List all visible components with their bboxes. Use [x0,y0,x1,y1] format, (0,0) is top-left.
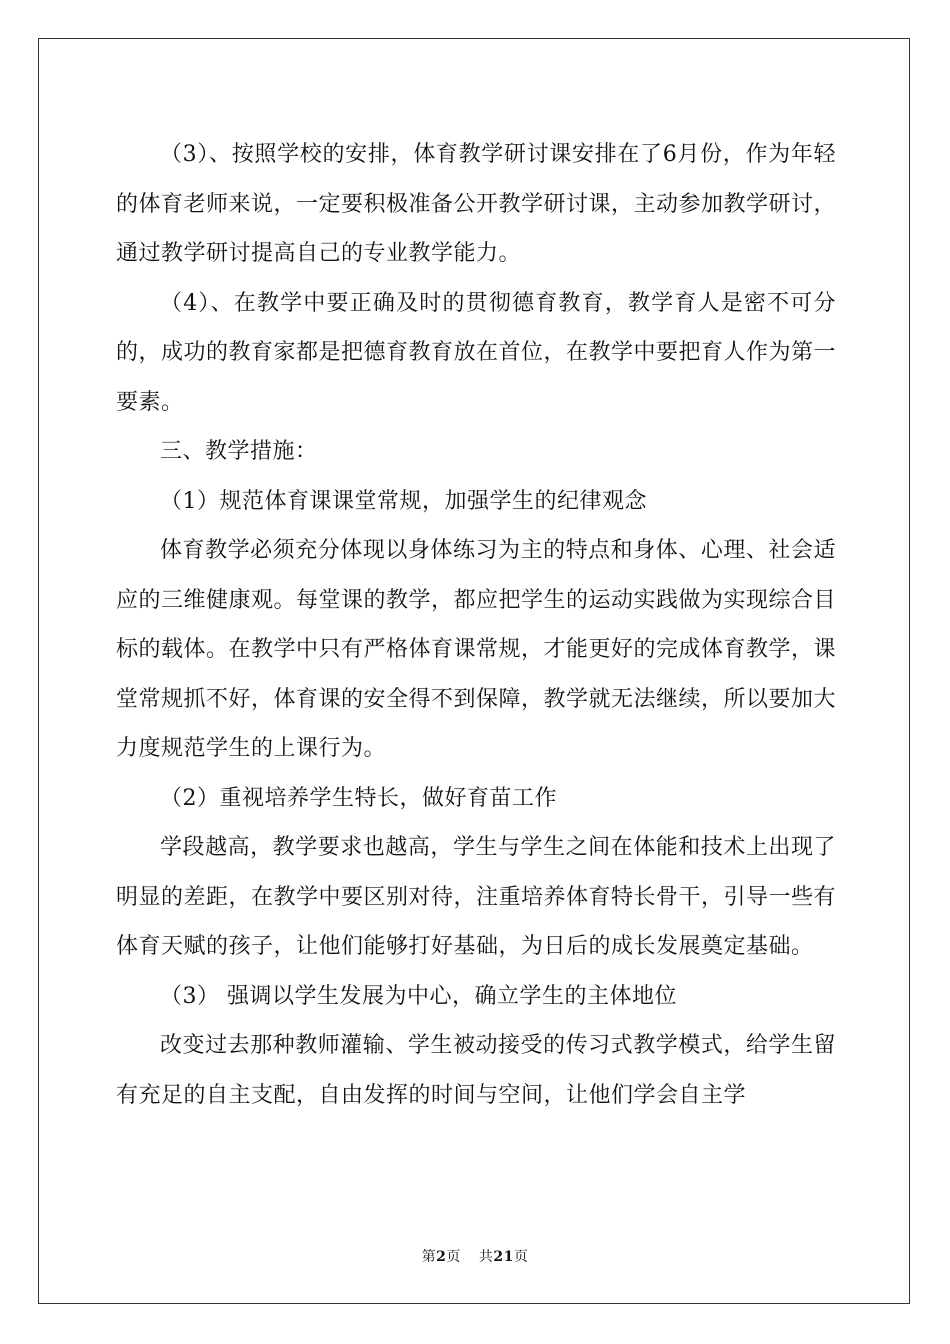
paragraph: （3）、按照学校的安排，体育教学研讨课安排在了6月份，作为年轻的体育老师来说，一定要积极准备公开教学研讨课，主动参加教学研讨，通过教学研讨提高自己的专业教学能力。 [116,142,837,266]
paragraph: 体育教学必须充分体现以身体练习为主的特点和身体、心理、社会适应的三维健康观。每堂课的教学，都应把学生的运动实践做为实现综合目标的载体。在教学中只有严格体育课常规，才能更好的完成体育教学，课堂常规抓不好，体育课的安全得不到保障，教学就无法继续，所以要加大力度规范学生的上课行为。 [116,538,837,761]
section-heading: 三、教学措施： [160,439,318,464]
paragraph: （4）、在教学中要正确及时的贯彻德育教育，教学育人是密不可分的，成功的教育家都是把德育教育放在首位，在教学中要把育人作为第一要素。 [116,290,837,415]
page-number: 2 [436,1249,447,1265]
total-pages: 21 [493,1249,514,1265]
subheading: （3） 强调以学生发展为中心，确立学生的主体地位 [160,983,677,1009]
paragraph: 学段越高，教学要求也越高，学生与学生之间在体能和技术上出现了明显的差距，在教学中要区别对待，注重培养体育特长骨干，引导一些有体育天赋的孩子，让他们能够打好基础，为日后的成长发展奠定基础。 [116,835,837,959]
total-prefix: 共 [478,1249,494,1265]
document-body [116,130,836,1120]
total-suffix: 页 [513,1249,529,1265]
page-suffix: 页 [446,1249,461,1265]
page-footer [0,1246,950,1266]
paragraph: 改变过去那种教师灌输、学生被动接受的传习式教学模式，给学生留有充足的自主支配，自由发挥的时间与空间，让他们学会自主学 [116,1033,836,1108]
page-prefix: 第 [421,1249,437,1265]
subheading: （1）规范体育课课堂常规，加强学生的纪律观念 [160,488,647,514]
subheading: （2）重视培养学生特长，做好育苗工作 [160,785,557,811]
